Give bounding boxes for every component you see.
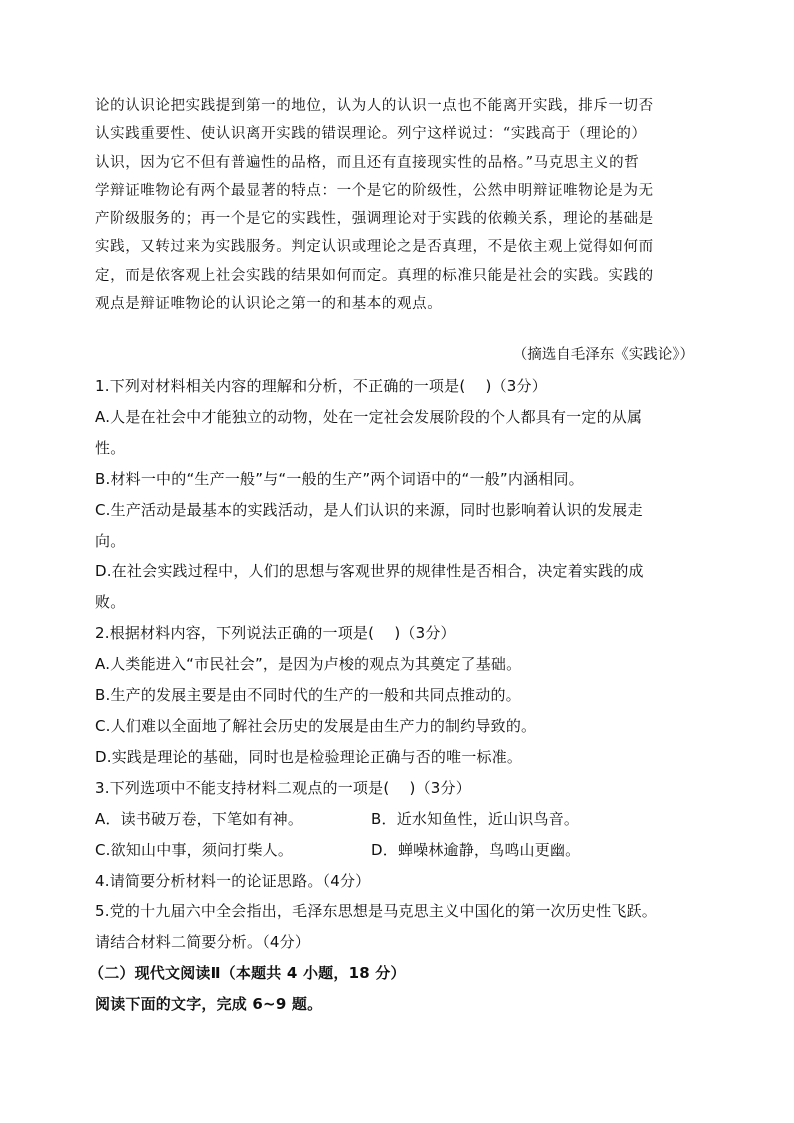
options-row <box>95 804 705 835</box>
option-b: B．近水知鱼性，近山识鸟音。 <box>371 809 580 828</box>
question-stem: 2.根据材料内容，下列说法正确的一项是( )（3分） <box>95 624 456 643</box>
option-c: C.生产活动是最基本的实践活动，是人们认识的来源，同时也影响着认识的发展走 <box>95 500 643 519</box>
passage-line: 学辩证唯物论有两个最显著的特点：一个是它的阶级性，公然申明辩证唯物论是为无 <box>95 182 654 199</box>
question-stem: 3.下列选项中不能支持材料二观点的一项是( )（3分） <box>95 778 471 797</box>
option-c-continued: 向。 <box>95 531 126 550</box>
section-instruction: 阅读下面的文字，完成 6~9 题。 <box>95 995 323 1014</box>
question-4 <box>95 866 705 897</box>
option-b: B.材料一中的“生产一般”与“一般的生产”两个词语中的“一般”内涵相同。 <box>95 469 584 488</box>
option-d: D.在社会实践过程中，人们的思想与客观世界的规律性是否相合，决定着实践的成 <box>95 562 644 581</box>
passage-line: 论的认识论把实践提到第一的地位，认为人的认识一点也不能离开实践，排斥一切否 <box>95 98 654 114</box>
question-5 <box>95 896 705 958</box>
question-2 <box>95 618 705 773</box>
option-b: B.生产的发展主要是由不同时代的生产的一般和共同点推动的。 <box>95 686 521 705</box>
passage-line: 定，而是依客观上社会实践的结果如何而定。真理的标准只能是社会的实践。实践的 <box>95 267 654 284</box>
passage-line: 认实践重要性、使认识离开实践的错误理论。列宁这样说过：“实践高于（理论的） <box>95 126 647 143</box>
question-stem-continued: 请结合材料二简要分析。（4分） <box>95 933 311 952</box>
option-d: D.实践是理论的基础，同时也是检验理论正确与否的唯一标准。 <box>95 747 523 766</box>
question-stem: 4.请简要分析材料一的论证思路。（4分） <box>95 871 371 890</box>
section-heading: （二）现代文阅读Ⅱ（本题共 4 小题，18 分） <box>89 964 406 983</box>
passage-line: 观点是辩证唯物论的认识论之第一的和基本的观点。 <box>95 296 443 313</box>
question-stem: 1.下列对材料相关内容的理解和分析，不正确的一项是( )（3分） <box>95 377 547 395</box>
option-c: C.人们难以全面地了解社会历史的发展是由生产力的制约导致的。 <box>95 716 537 735</box>
questions-section <box>89 371 705 1020</box>
passage-line: 实践，又转过来为实践服务。判定认识或理论之是否真理，不是依主观上觉得如何而 <box>95 239 654 256</box>
passage-line: 认识，因为它不但有普遍性的品格，而且还有直接现实性的品格。”马克思主义的哲 <box>95 154 640 171</box>
passage-source: （摘选自毛泽东《实践论》） <box>512 347 694 363</box>
options-row <box>95 835 705 866</box>
question-3 <box>95 773 705 866</box>
question-1 <box>95 371 705 618</box>
reading-passage <box>95 92 695 318</box>
question-stem: 5.党的十九届六中全会指出，毛泽东思想是马克思主义中国化的第一次历史性飞跃。 <box>95 902 657 921</box>
option-d-continued: 败。 <box>95 593 126 612</box>
option-a: A.人类能进入“市民社会”，是因为卢梭的观点为其奠定了基础。 <box>95 655 522 674</box>
passage-line: 产阶级服务的；再一个是它的实践性，强调理论对于实践的依赖关系，理论的基础是 <box>95 211 654 228</box>
option-a-continued: 性。 <box>95 438 126 457</box>
option-a: A.人是在社会中才能独立的动物，处在一定社会发展阶段的个人都具有一定的从属 <box>95 407 643 426</box>
option-c: C.欲知山中事，须问打柴人。 <box>95 840 294 859</box>
option-d: D．蝉噪林逾静，鸟鸣山更幽。 <box>371 840 581 859</box>
option-a: A．读书破万卷，下笔如有神。 <box>95 809 304 828</box>
